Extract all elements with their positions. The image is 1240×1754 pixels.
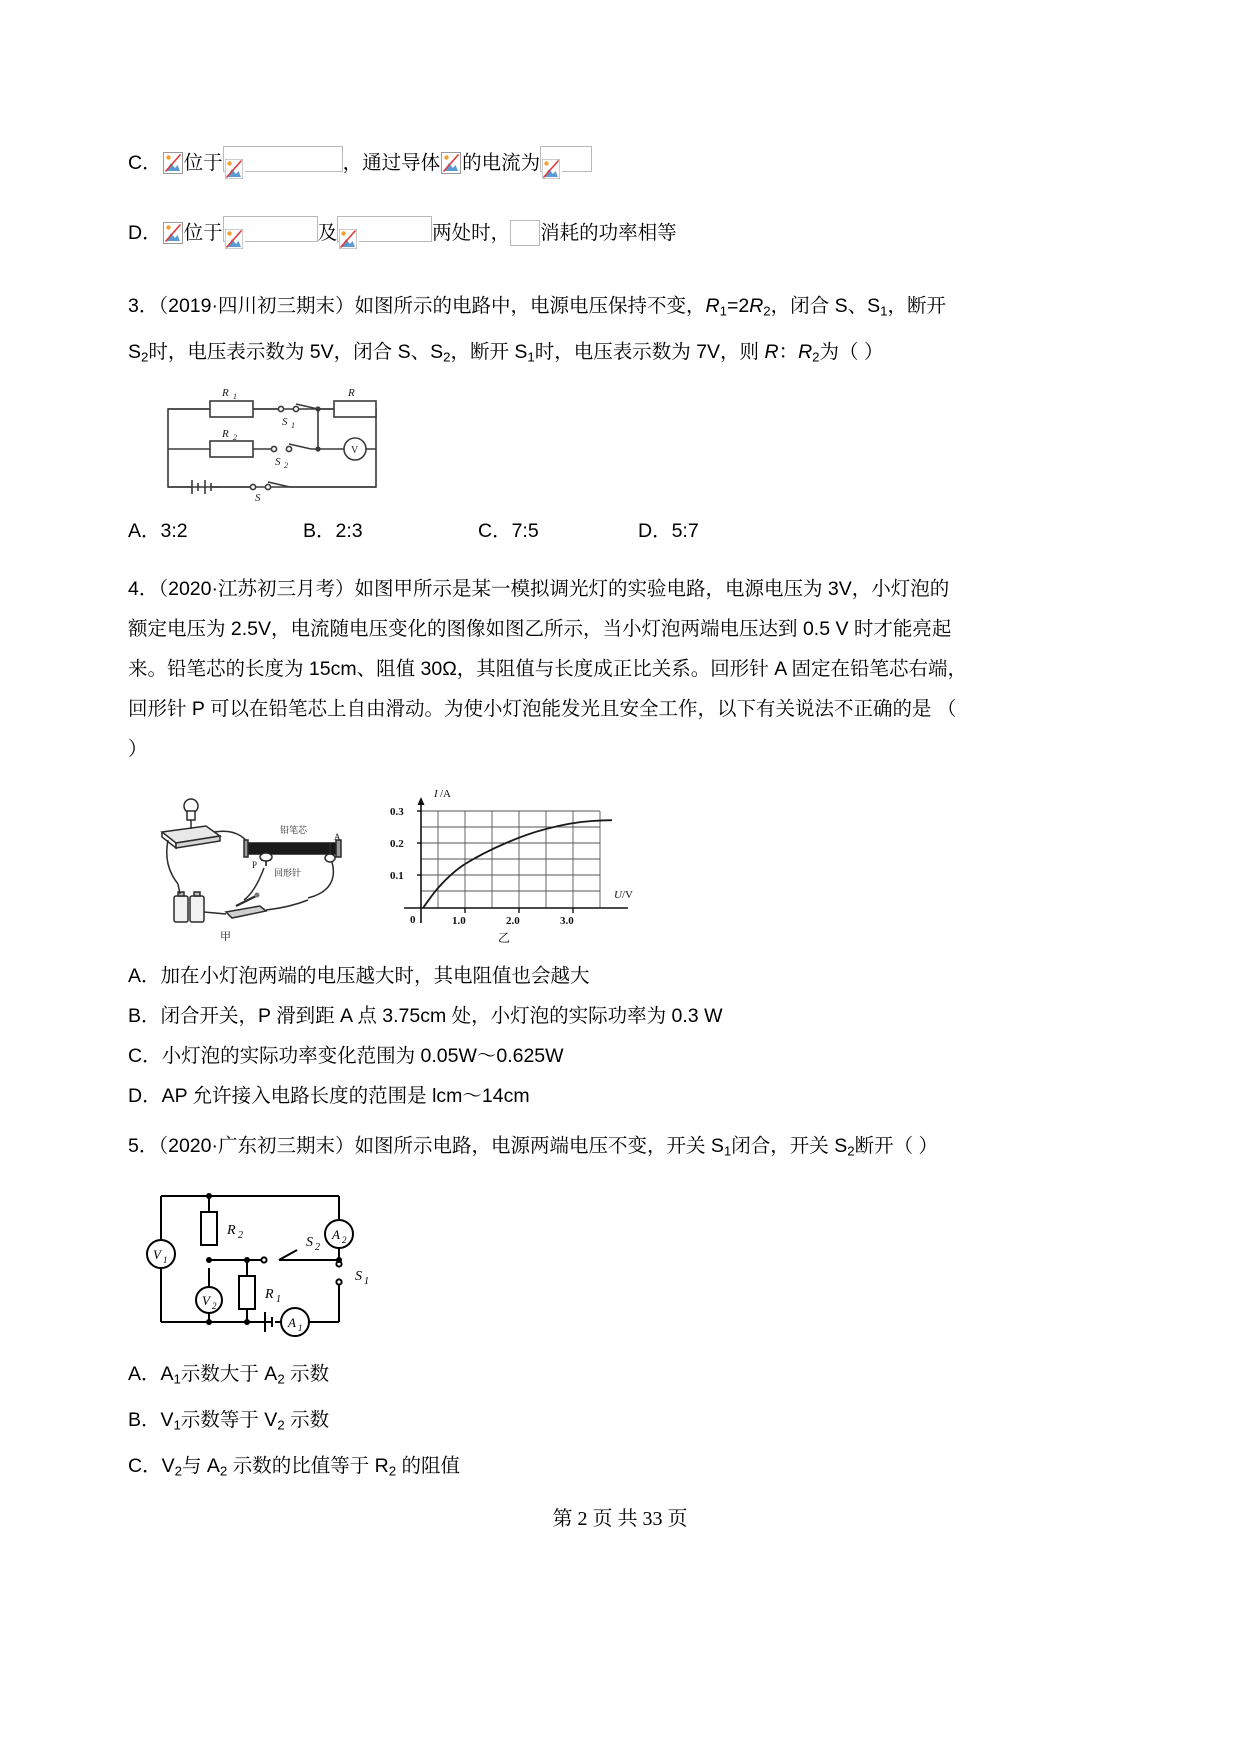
q4-option-b-text: B．闭合开关，P 滑到距 A 点 3.75cm 处，小灯泡的实际功率为 0.3 W [128, 1005, 723, 1028]
q5-option-b-sub1: 1 [173, 1417, 181, 1433]
q5-option-b-tail: 示数 [284, 1408, 330, 1431]
q2-option-c-blank-2[interactable] [540, 146, 592, 172]
q5-figure-wrap [128, 1184, 1113, 1344]
q2-option-c-text2: ，通过导体 [342, 152, 441, 174]
svg-text:0.2: 0.2 [390, 838, 404, 851]
q4-option-d-text: D．AP 允许接入电路长度的范围是 lcm～14cm [128, 1085, 530, 1108]
q4-option-d[interactable] [128, 1076, 1113, 1116]
q4-option-a-text: A．加在小灯泡两端的电压越大时，其电阻值也会越大 [128, 965, 590, 988]
q2-option-c-prefix: C． [128, 152, 162, 174]
svg-text:/V: /V [622, 889, 633, 902]
q5-stem [128, 1126, 1113, 1172]
svg-text:乙: 乙 [498, 931, 511, 946]
broken-image-icon [163, 222, 183, 244]
q5-source: （2020·广东初三期末） [158, 1135, 355, 1158]
q4-iu-graph [366, 783, 656, 948]
q3-stem-text-b: ，闭合 S、S [770, 295, 881, 317]
q3-symbol-s1-sub: 1 [880, 303, 888, 319]
q4-stem-line3: 来。铅笔芯的长度为 15cm、阻值 30Ω，其阻值与长度成正比关系。回形针 A 固定在铅笔芯右端， [128, 658, 968, 681]
q3-symbol-r1: R [705, 295, 720, 317]
svg-text:U: U [614, 889, 622, 902]
q5-option-a-sub2: 2 [277, 1371, 285, 1387]
svg-text:甲: 甲 [220, 931, 231, 944]
q3-symbol-R2b: R [798, 340, 813, 363]
q3-stem-line2-a: S [128, 340, 142, 363]
q5-stem-text-c: 断开（ ） [854, 1135, 939, 1158]
q5-s2-sub: 2 [847, 1144, 855, 1160]
svg-text:回形针: 回形针 [274, 868, 302, 879]
q4-stem-line2: 额定电压为 2.5V，电流随电压变化的图像如图乙所示，当小灯泡两端电压达到 0.5 V 时才能亮起 [128, 618, 952, 641]
q5-s1-sub: 1 [723, 1144, 732, 1160]
q5-option-a-prefix: A．A [128, 1363, 174, 1386]
q5-option-b[interactable] [128, 1400, 1113, 1446]
svg-text:P: P [252, 860, 258, 871]
q5-option-a-tail: 示数 [284, 1363, 330, 1386]
q4-option-b[interactable] [128, 996, 1113, 1036]
q3-stem-line2-f: 为（ ） [819, 340, 884, 363]
q4-option-c[interactable] [128, 1036, 1113, 1076]
svg-text:3.0: 3.0 [560, 915, 574, 928]
svg-text:R: R [348, 387, 355, 400]
svg-text:0: 0 [410, 914, 416, 927]
svg-text:R: R [222, 428, 229, 441]
q4-figure-wrap [128, 783, 1113, 948]
q3-symbol-r2-sub: 2 [763, 303, 771, 319]
q3-option-a[interactable]: A．3:2 [128, 520, 188, 543]
svg-text:2: 2 [342, 1235, 347, 1246]
page-footer-text: 第 2 页 共 33 页 [552, 1508, 688, 1530]
q4-stem-line5: ） [128, 738, 148, 761]
q3-symbol-s1b-sub: 1 [527, 349, 535, 365]
q4-option-c-text: C．小灯泡的实际功率变化范围为 0.05W～0.625W [128, 1045, 564, 1068]
svg-text:S: S [275, 456, 281, 469]
svg-text:2: 2 [233, 433, 237, 443]
svg-text:R: R [222, 387, 229, 400]
q4-figures [148, 783, 708, 948]
svg-text:A: A [332, 1227, 340, 1243]
q5-option-c-tail2: 的阻值 [396, 1454, 460, 1477]
svg-text:A: A [334, 832, 341, 843]
q3-number: 3． [128, 295, 159, 317]
svg-text:1: 1 [364, 1276, 369, 1288]
q5-option-a-sub1: 1 [173, 1371, 181, 1387]
q5-stem-text-b: 闭合，开关 S [731, 1135, 848, 1158]
q3-stem-line2-e: ： [778, 340, 799, 363]
q4-number: 4． [128, 578, 159, 601]
q5-option-c-mid: 与 A [181, 1454, 220, 1477]
svg-text:1: 1 [291, 421, 295, 431]
q2-option-d [128, 210, 1113, 256]
q2-option-c-blank-1[interactable] [223, 146, 343, 172]
svg-text:R: R [227, 1223, 236, 1239]
svg-text:1: 1 [298, 1323, 303, 1334]
q2-option-d-text4: 消耗的功率相等 [540, 222, 677, 244]
q2-option-d-text3: 两处时， [432, 222, 511, 244]
q4-stem-line1: 如图甲所示是某一模拟调光灯的实验电路，电源电压为 3V，小灯泡的 [354, 578, 950, 601]
svg-text:/A: /A [440, 788, 451, 801]
svg-text:1: 1 [163, 1255, 168, 1266]
q2-option-c-text1: 位于 [183, 152, 223, 174]
broken-image-icon [542, 159, 562, 181]
svg-text:A: A [288, 1315, 296, 1331]
q5-option-b-prefix: B．V [128, 1408, 174, 1431]
page-footer [0, 1502, 1240, 1531]
q3-symbol-R: R [764, 340, 779, 363]
q5-option-c[interactable] [128, 1446, 1113, 1492]
q5-option-b-mid: 示数等于 V [180, 1408, 278, 1431]
svg-text:S: S [282, 416, 288, 429]
q3-figure-wrap [128, 387, 1113, 507]
q2-option-d-prefix: D． [128, 222, 162, 244]
q4-source: （2020·江苏初三月考） [158, 578, 355, 601]
q4-option-a[interactable] [128, 956, 1113, 996]
broken-image-icon [225, 229, 245, 251]
q3-symbol-s2b-sub: 2 [443, 349, 451, 365]
q3-source: （2019·四川初三期末） [158, 295, 355, 317]
q5-circuit-diagram [143, 1184, 403, 1344]
q3-stem-line2-b: 时，电压表示数为 5V，闭合 S、S [148, 340, 444, 363]
q3-symbol-s2-sub: 2 [141, 349, 149, 365]
q2-option-c [128, 140, 1113, 186]
q5-number: 5． [128, 1135, 159, 1158]
q3-stem-text-a: 如图所示的电路中，电源电压保持不变， [354, 295, 706, 317]
svg-text:2: 2 [212, 1301, 217, 1312]
svg-text:1: 1 [276, 1294, 281, 1306]
svg-text:S: S [306, 1235, 313, 1251]
svg-text:V: V [153, 1247, 161, 1263]
svg-text:1.0: 1.0 [452, 915, 466, 928]
svg-text:铅笔芯: 铅笔芯 [280, 825, 308, 836]
q5-option-c-sub3: 2 [388, 1463, 397, 1479]
svg-text:1: 1 [233, 392, 237, 402]
q3-stem-line2-d: 时，电压表示数为 7V，则 [534, 340, 765, 363]
q5-option-a[interactable] [128, 1354, 1113, 1400]
broken-image-icon [441, 152, 461, 174]
q3-circuit-diagram [148, 387, 408, 507]
q3-option-b[interactable]: B．2:3 [303, 520, 363, 543]
q4-stem [128, 569, 1113, 769]
q2-option-d-blank-3[interactable] [510, 220, 540, 246]
broken-image-icon [339, 229, 359, 251]
q3-stem [128, 286, 1113, 377]
svg-text:0.3: 0.3 [390, 806, 404, 819]
svg-text:V: V [351, 445, 359, 457]
page-content [128, 140, 1113, 1491]
q5-option-a-mid: 示数大于 A [180, 1363, 278, 1386]
broken-image-icon [163, 152, 183, 174]
q3-symbol-r2: R [749, 295, 764, 317]
q2-option-c-text3: 的电流为 [462, 152, 541, 174]
svg-text:2: 2 [284, 461, 288, 471]
svg-text:V: V [202, 1293, 210, 1309]
q5-option-c-prefix: C．V [128, 1454, 175, 1477]
q3-symbol-R2b-sub: 2 [812, 349, 820, 365]
svg-text:S: S [255, 492, 261, 505]
q3-stem-line2-c: ，断开 S [450, 340, 528, 363]
q3-option-d[interactable]: D．5:7 [638, 520, 699, 543]
q3-symbol-r1-sub: 1 [719, 303, 727, 319]
svg-text:R: R [265, 1287, 274, 1303]
svg-text:2.0: 2.0 [506, 915, 520, 928]
q2-option-d-blank-1[interactable] [223, 216, 318, 242]
svg-text:2: 2 [315, 1242, 320, 1254]
q5-option-c-tail: 示数的比值等于 R [227, 1454, 389, 1477]
q3-symbol-eq: =2 [726, 295, 750, 317]
q5-option-b-sub2: 2 [277, 1417, 285, 1433]
svg-text:S: S [355, 1269, 362, 1285]
q5-option-c-sub1: 2 [174, 1463, 182, 1479]
broken-image-icon [225, 159, 245, 181]
svg-text:I: I [434, 788, 438, 801]
svg-text:2: 2 [238, 1230, 243, 1242]
q3-option-c[interactable]: C．7:5 [478, 520, 539, 543]
svg-text:0.1: 0.1 [390, 870, 404, 883]
q4-stem-line4: 回形针 P 可以在铅笔芯上自由滑动。为使小灯泡能发光且安全工作，以下有关说法不正确的是 （ [128, 698, 957, 721]
q2-option-d-text2: 及 [317, 222, 338, 244]
q2-option-d-blank-2[interactable] [337, 216, 432, 242]
q3-options [128, 515, 1113, 543]
q2-option-d-text1: 位于 [183, 222, 223, 244]
q5-option-c-sub2: 2 [219, 1463, 228, 1479]
q3-stem-text-c: ，断开 [887, 295, 946, 317]
q5-stem-text-a: 如图所示电路，电源两端电压不变，开关 S [354, 1135, 724, 1158]
